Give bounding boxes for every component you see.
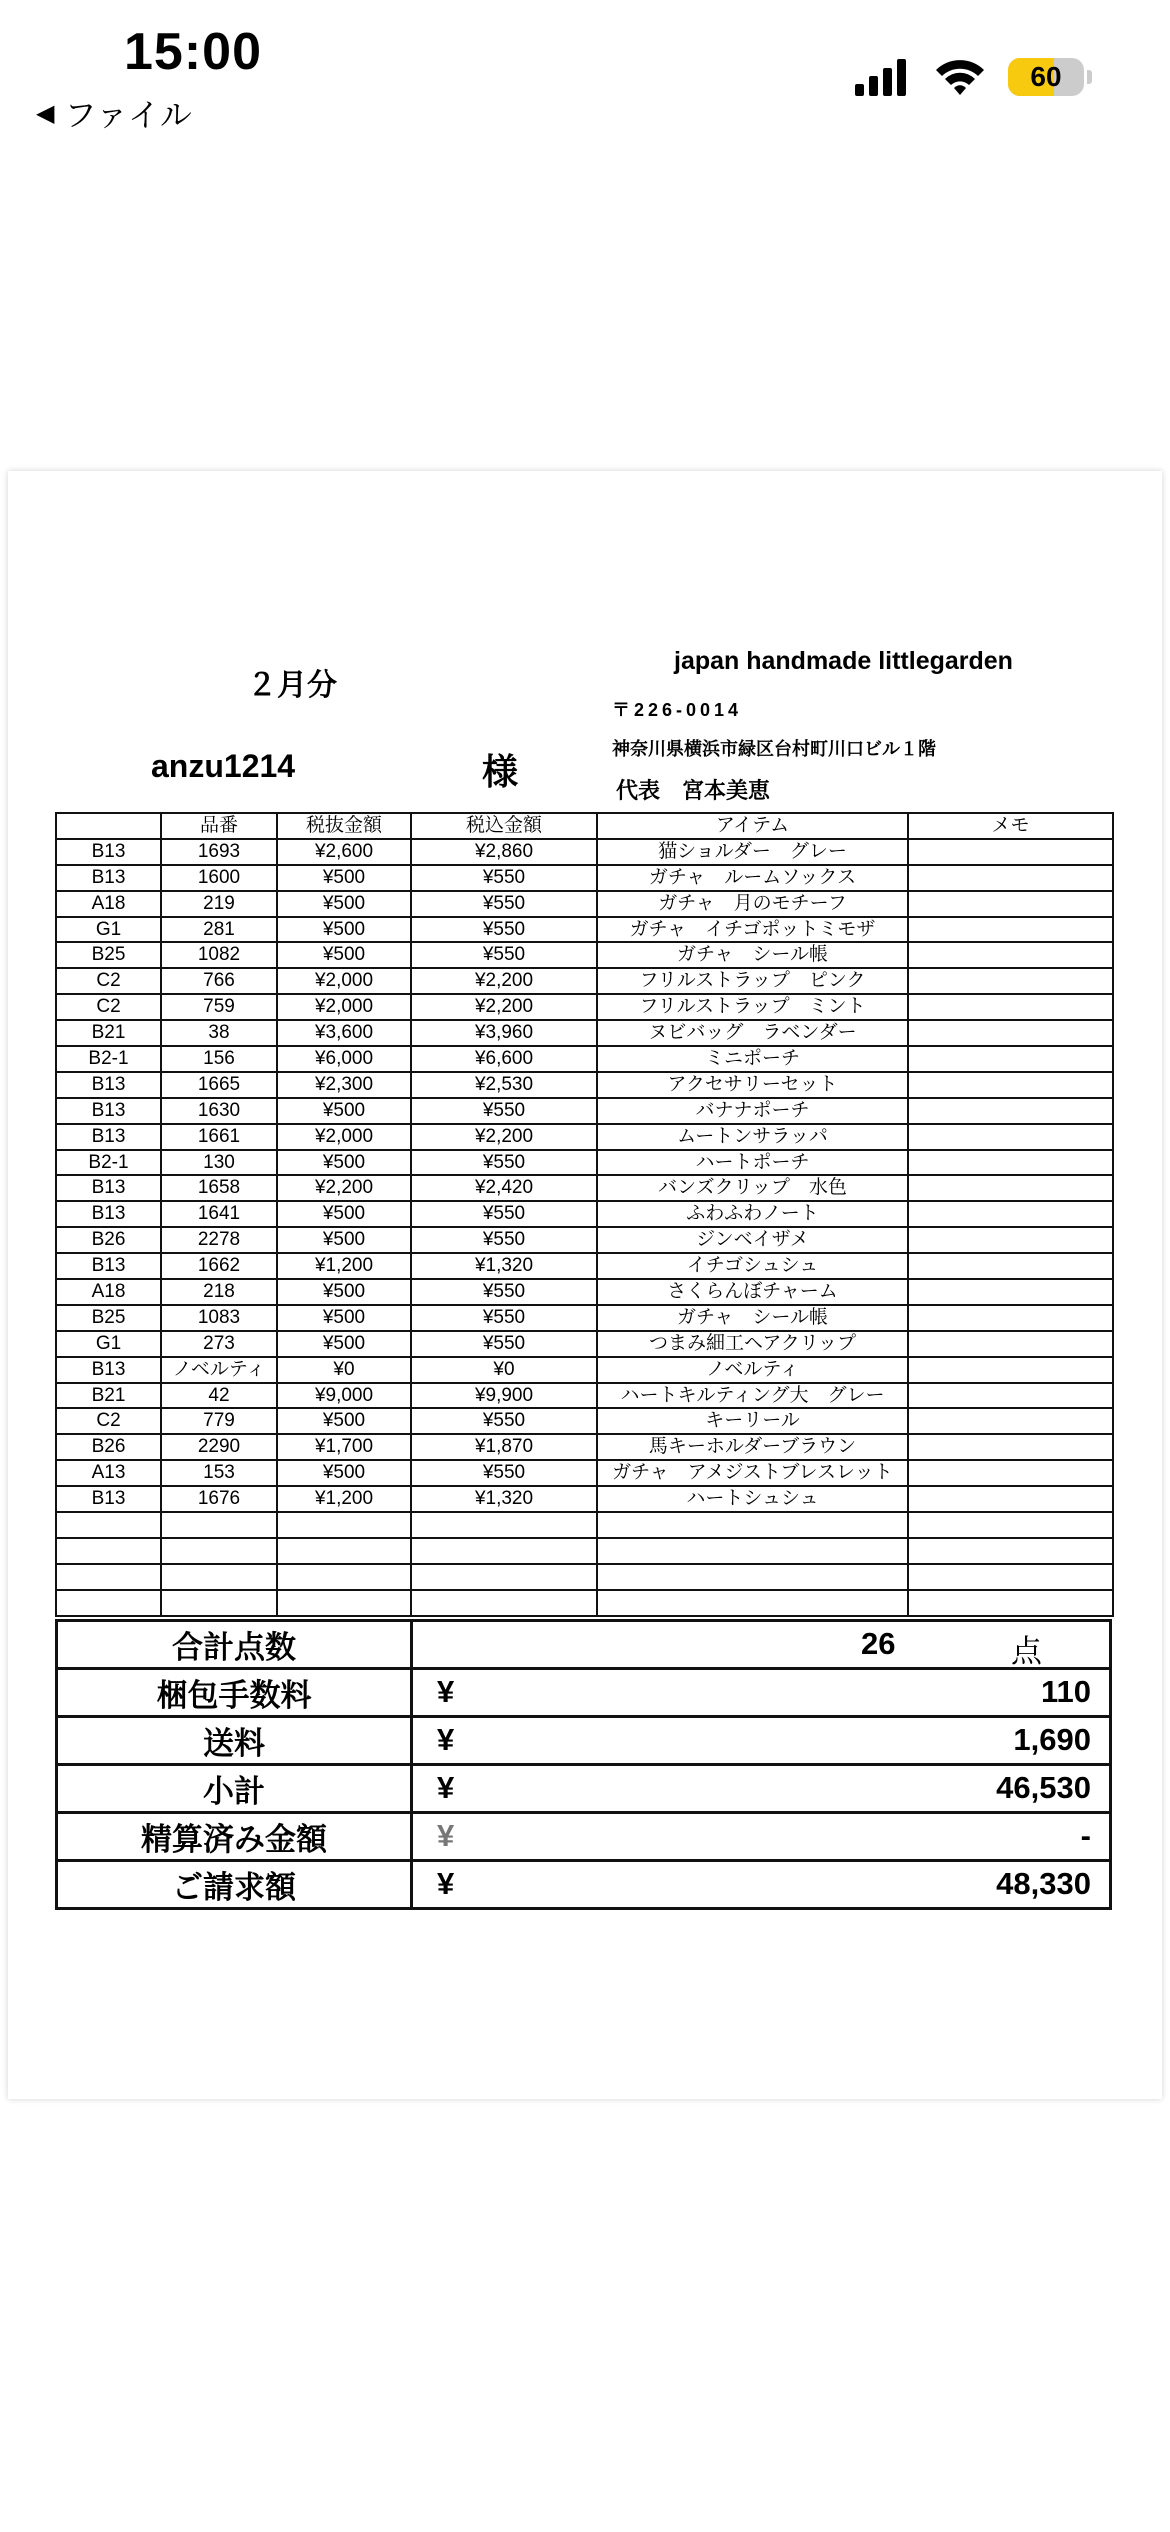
shop-address: 神奈川県横浜市緑区台村町川口ビル１階 (612, 739, 936, 759)
table-cell: ¥500 (277, 1098, 411, 1124)
table-cell: B13 (56, 1201, 161, 1227)
table-cell: ¥2,200 (411, 1124, 597, 1150)
table-cell (908, 1331, 1113, 1357)
table-cell: ¥2,420 (411, 1175, 597, 1201)
table-cell (411, 1538, 597, 1564)
table-row (56, 1564, 1113, 1590)
column-header: 品番 (161, 813, 277, 839)
table-cell (597, 1590, 908, 1616)
table-cell: ¥3,600 (277, 1020, 411, 1046)
yen-symbol: ¥ (437, 1674, 455, 1709)
table-row (56, 1538, 1113, 1564)
table-cell (908, 1253, 1113, 1279)
table-cell: ¥500 (277, 917, 411, 943)
table-cell: ¥0 (277, 1357, 411, 1383)
table-cell (411, 1564, 597, 1590)
table-cell: 馬キーホルダーブラウン (597, 1434, 908, 1460)
table-cell: G1 (56, 917, 161, 943)
table-cell: B13 (56, 1357, 161, 1383)
table-cell: ジンベイザメ (597, 1227, 908, 1253)
table-cell (161, 1512, 277, 1538)
table-cell: A18 (56, 1279, 161, 1305)
table-cell (908, 839, 1113, 865)
table-row (56, 1408, 1113, 1434)
table-cell (161, 1538, 277, 1564)
total-count: 26 (861, 1626, 896, 1661)
table-cell (908, 1460, 1113, 1486)
table-cell (908, 1279, 1113, 1305)
table-cell: A18 (56, 891, 161, 917)
table-cell: ¥500 (277, 1279, 411, 1305)
customer-name: anzu1214 (151, 748, 296, 784)
summary-value: 1,690 (1013, 1722, 1091, 1757)
table-cell: ¥2,200 (411, 994, 597, 1020)
table-row (56, 1460, 1113, 1486)
table-cell: ガチャ シール帳 (597, 942, 908, 968)
table-cell (908, 1590, 1113, 1616)
summary-table (55, 1619, 1112, 1910)
items-table (55, 812, 1114, 1617)
table-cell: 759 (161, 994, 277, 1020)
table-cell: 273 (161, 1331, 277, 1357)
table-cell (908, 1046, 1113, 1072)
table-cell: 1693 (161, 839, 277, 865)
table-cell (56, 1538, 161, 1564)
table-row (56, 942, 1113, 968)
table-cell: C2 (56, 968, 161, 994)
table-cell (161, 1590, 277, 1616)
summary-row (57, 1765, 1111, 1813)
table-cell: 766 (161, 968, 277, 994)
table-cell: ¥500 (277, 1227, 411, 1253)
table-cell: ¥500 (277, 1408, 411, 1434)
table-cell: B13 (56, 1124, 161, 1150)
table-cell: ¥0 (411, 1357, 597, 1383)
table-cell (908, 1383, 1113, 1409)
table-cell: ¥9,000 (277, 1383, 411, 1409)
summary-label: 送料 (57, 1717, 412, 1765)
table-cell (908, 917, 1113, 943)
back-to-files-button[interactable] (36, 90, 192, 136)
table-cell: ¥1,870 (411, 1434, 597, 1460)
table-cell: ¥550 (411, 1331, 597, 1357)
table-cell: バンズクリップ 水色 (597, 1175, 908, 1201)
table-cell: バナナポーチ (597, 1098, 908, 1124)
table-cell: 1665 (161, 1072, 277, 1098)
column-header: 税抜金額 (277, 813, 411, 839)
table-cell (277, 1538, 411, 1564)
table-cell (597, 1564, 908, 1590)
table-cell (597, 1538, 908, 1564)
table-row (56, 1253, 1113, 1279)
table-cell: ¥1,320 (411, 1486, 597, 1512)
table-cell: ¥9,900 (411, 1383, 597, 1409)
table-cell: 1676 (161, 1486, 277, 1512)
table-cell: ¥500 (277, 1331, 411, 1357)
table-cell (56, 1564, 161, 1590)
table-cell: 猫ショルダー グレー (597, 839, 908, 865)
summary-row (57, 1813, 1111, 1861)
summary-row (57, 1861, 1111, 1909)
table-cell: ¥1,320 (411, 1253, 597, 1279)
table-row (56, 994, 1113, 1020)
table-cell: 1630 (161, 1098, 277, 1124)
table-row (56, 1331, 1113, 1357)
table-row (56, 1072, 1113, 1098)
table-cell (908, 1175, 1113, 1201)
table-cell (908, 1512, 1113, 1538)
table-cell: ¥550 (411, 1227, 597, 1253)
table-cell: ¥500 (277, 942, 411, 968)
table-cell: C2 (56, 1408, 161, 1434)
table-cell (908, 1305, 1113, 1331)
table-cell (908, 942, 1113, 968)
table-cell: 2290 (161, 1434, 277, 1460)
table-cell: ¥2,530 (411, 1072, 597, 1098)
table-row (56, 1512, 1113, 1538)
table-row (56, 1020, 1113, 1046)
table-row (56, 1150, 1113, 1176)
table-cell (908, 994, 1113, 1020)
table-cell (908, 1098, 1113, 1124)
table-row (56, 1279, 1113, 1305)
summary-label: 梱包手数料 (57, 1669, 412, 1717)
summary-label: ご請求額 (57, 1861, 412, 1909)
table-cell: ガチャ シール帳 (597, 1305, 908, 1331)
table-cell: さくらんぼチャーム (597, 1279, 908, 1305)
table-cell (908, 1201, 1113, 1227)
table-cell (411, 1512, 597, 1538)
table-cell: ガチャ 月のモチーフ (597, 891, 908, 917)
table-cell (56, 1512, 161, 1538)
table-cell: フリルストラップ ピンク (597, 968, 908, 994)
table-cell (277, 1564, 411, 1590)
summary-label: 合計点数 (57, 1621, 412, 1669)
column-header: 税込金額 (411, 813, 597, 839)
table-cell: 779 (161, 1408, 277, 1434)
column-header (56, 813, 161, 839)
table-cell: 2278 (161, 1227, 277, 1253)
table-cell: ¥500 (277, 865, 411, 891)
table-cell: B13 (56, 1486, 161, 1512)
table-cell: ¥500 (277, 891, 411, 917)
table-cell: ¥550 (411, 1408, 597, 1434)
table-cell: ¥550 (411, 1098, 597, 1124)
table-row (56, 1383, 1113, 1409)
summary-label: 精算済み金額 (57, 1813, 412, 1861)
battery-icon (1008, 58, 1084, 96)
table-cell: ¥2,000 (277, 1124, 411, 1150)
table-cell: B13 (56, 1253, 161, 1279)
table-cell (411, 1590, 597, 1616)
table-cell: B13 (56, 1098, 161, 1124)
yen-symbol: ¥ (437, 1770, 455, 1805)
table-cell: ¥3,960 (411, 1020, 597, 1046)
summary-value: 48,330 (996, 1866, 1091, 1901)
table-cell (908, 1072, 1113, 1098)
table-cell: ¥500 (277, 1201, 411, 1227)
table-cell: ふわふわノート (597, 1201, 908, 1227)
table-cell: B26 (56, 1227, 161, 1253)
table-cell: G1 (56, 1331, 161, 1357)
summary-row (57, 1669, 1111, 1717)
table-cell: 153 (161, 1460, 277, 1486)
table-cell: 281 (161, 917, 277, 943)
table-cell: 42 (161, 1383, 277, 1409)
table-cell: ¥500 (277, 1150, 411, 1176)
table-row (56, 1175, 1113, 1201)
table-cell (908, 1486, 1113, 1512)
shop-representative: 代表 宮本美恵 (616, 778, 771, 803)
table-cell: 130 (161, 1150, 277, 1176)
table-cell: ヌビバッグ ラベンダー (597, 1020, 908, 1046)
table-row (56, 865, 1113, 891)
table-cell: 1600 (161, 865, 277, 891)
table-cell: ¥2,600 (277, 839, 411, 865)
table-cell: B26 (56, 1434, 161, 1460)
status-time: 15:00 (124, 23, 262, 81)
table-cell: 1661 (161, 1124, 277, 1150)
table-cell: ¥550 (411, 1150, 597, 1176)
table-row (56, 1124, 1113, 1150)
table-cell (908, 1408, 1113, 1434)
table-row (56, 1227, 1113, 1253)
table-cell: イチゴシュシュ (597, 1253, 908, 1279)
table-cell: ¥500 (277, 1305, 411, 1331)
table-cell (161, 1564, 277, 1590)
yen-symbol: ¥ (437, 1722, 455, 1757)
table-cell: ハートキルティング大 グレー (597, 1383, 908, 1409)
table-row (56, 968, 1113, 994)
table-cell: B13 (56, 839, 161, 865)
table-cell: B13 (56, 1175, 161, 1201)
table-cell (908, 865, 1113, 891)
summary-row-count (57, 1621, 1111, 1669)
table-cell: ムートンサラッパ (597, 1124, 908, 1150)
table-row (56, 1098, 1113, 1124)
honorific: 様 (482, 751, 519, 792)
table-cell: A13 (56, 1460, 161, 1486)
table-cell: B13 (56, 865, 161, 891)
table-cell (277, 1590, 411, 1616)
back-arrow-icon: ◀ (36, 99, 55, 127)
table-cell: ¥550 (411, 1201, 597, 1227)
table-cell: ¥2,300 (277, 1072, 411, 1098)
table-cell: ノベルティ (597, 1357, 908, 1383)
summary-value: 46,530 (996, 1770, 1091, 1805)
table-cell: B21 (56, 1020, 161, 1046)
table-row (56, 1486, 1113, 1512)
cellular-signal-icon (855, 58, 906, 96)
table-cell: ¥550 (411, 1460, 597, 1486)
table-cell: B25 (56, 942, 161, 968)
table-cell (908, 1150, 1113, 1176)
shop-name: japan handmade littlegarden (674, 647, 1013, 675)
table-cell: C2 (56, 994, 161, 1020)
table-cell: ¥500 (277, 1460, 411, 1486)
table-cell: ノベルティ (161, 1357, 277, 1383)
table-cell: ¥2,200 (411, 968, 597, 994)
summary-value: 110 (1040, 1674, 1091, 1709)
wifi-icon (934, 56, 986, 98)
table-cell (908, 1020, 1113, 1046)
table-cell: ハートシュシュ (597, 1486, 908, 1512)
table-cell (908, 1124, 1113, 1150)
table-cell: ¥2,000 (277, 968, 411, 994)
summary-value: - (1080, 1818, 1091, 1853)
yen-symbol: ¥ (437, 1866, 455, 1901)
table-cell (908, 1564, 1113, 1590)
table-cell: ¥1,200 (277, 1486, 411, 1512)
table-cell: つまみ細工ヘアクリップ (597, 1331, 908, 1357)
table-cell (908, 968, 1113, 994)
table-cell (597, 1512, 908, 1538)
table-cell (908, 1227, 1113, 1253)
table-cell (908, 891, 1113, 917)
table-cell (908, 1357, 1113, 1383)
table-cell: ¥2,000 (277, 994, 411, 1020)
table-cell: ¥2,200 (277, 1175, 411, 1201)
table-row (56, 891, 1113, 917)
table-cell: ¥550 (411, 1305, 597, 1331)
table-cell (56, 1590, 161, 1616)
count-unit: 点 (1011, 1634, 1042, 1669)
table-cell (277, 1512, 411, 1538)
table-cell: ¥550 (411, 891, 597, 917)
table-cell (908, 1434, 1113, 1460)
table-row (56, 1305, 1113, 1331)
table-cell: ハートポーチ (597, 1150, 908, 1176)
table-cell: フリルストラップ ミント (597, 994, 908, 1020)
column-header: メモ (908, 813, 1113, 839)
table-cell: 1658 (161, 1175, 277, 1201)
table-cell: ¥550 (411, 865, 597, 891)
table-cell: 38 (161, 1020, 277, 1046)
table-cell: ¥550 (411, 917, 597, 943)
table-cell: 156 (161, 1046, 277, 1072)
table-cell: B2-1 (56, 1150, 161, 1176)
table-cell: 219 (161, 891, 277, 917)
table-cell: B13 (56, 1072, 161, 1098)
table-row (56, 1201, 1113, 1227)
column-header: アイテム (597, 813, 908, 839)
table-cell: 1083 (161, 1305, 277, 1331)
battery-percent: 60 (1030, 61, 1062, 92)
table-cell: B25 (56, 1305, 161, 1331)
table-row (56, 1046, 1113, 1072)
table-cell: 1641 (161, 1201, 277, 1227)
table-cell: B2-1 (56, 1046, 161, 1072)
table-cell: 1662 (161, 1253, 277, 1279)
table-cell: 218 (161, 1279, 277, 1305)
table-cell: ミニポーチ (597, 1046, 908, 1072)
table-cell: ¥1,200 (277, 1253, 411, 1279)
table-cell: B21 (56, 1383, 161, 1409)
table-row (56, 1590, 1113, 1616)
table-cell: ¥1,700 (277, 1434, 411, 1460)
yen-symbol: ¥ (437, 1818, 455, 1853)
invoice-month: ２月分 (247, 669, 337, 702)
summary-label: 小計 (57, 1765, 412, 1813)
table-cell: ガチャ ルームソックス (597, 865, 908, 891)
table-cell: ガチャ アメジストブレスレット (597, 1460, 908, 1486)
table-row (56, 1434, 1113, 1460)
table-row (56, 917, 1113, 943)
table-cell: ¥2,860 (411, 839, 597, 865)
table-cell: ¥550 (411, 942, 597, 968)
back-label: ファイル (64, 97, 192, 133)
table-cell: ガチャ イチゴポットミモザ (597, 917, 908, 943)
table-cell: 1082 (161, 942, 277, 968)
table-row (56, 1357, 1113, 1383)
table-cell: ¥550 (411, 1279, 597, 1305)
table-cell: アクセサリーセット (597, 1072, 908, 1098)
shop-zip: 〒226-0014 (612, 700, 743, 720)
table-cell: ¥6,600 (411, 1046, 597, 1072)
table-cell: キーリール (597, 1408, 908, 1434)
summary-row (57, 1717, 1111, 1765)
table-cell: ¥6,000 (277, 1046, 411, 1072)
table-row (56, 839, 1113, 865)
table-cell (908, 1538, 1113, 1564)
